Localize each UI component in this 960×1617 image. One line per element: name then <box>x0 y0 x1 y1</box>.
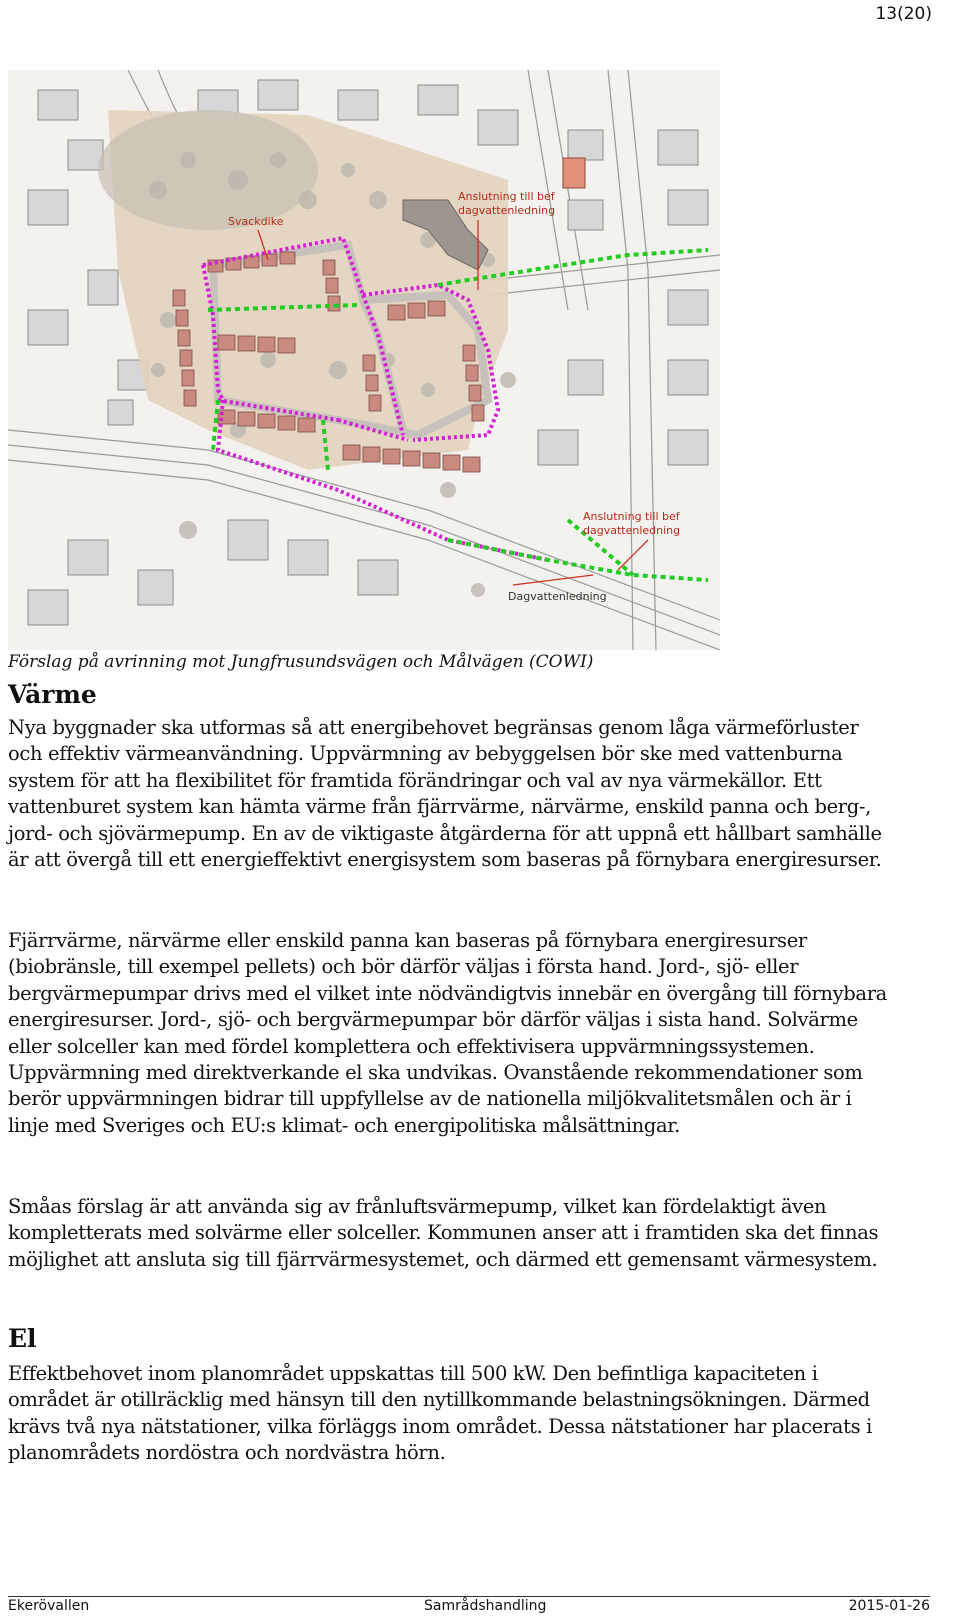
paragraph-varme-3: Småas förslag är att använda sig av frånluftsvärmepump, vilket kan fördelaktigt även kompletterats med solvärme eller solceller. Kommunen anser att i framtiden ska det finnas möjlighet att ansluta sig till fjärrvärmesystemet, och därmed ett gemensamt värmesystem. <box>8 1195 879 1271</box>
site-plan-map <box>8 70 720 650</box>
paragraph-el-1: Effektbehovet inom planområdet uppskattas till 500 kW. Den befintliga kapaciteten i området är otillräcklig med hänsyn till den nytillkommande belastningsökningen. Därmed krävs två nya nätstationer, vilka förläggs inom området. Dessa nätstationer har placerats i planområdets nordöstra och nordvästra hörn. <box>8 1362 872 1465</box>
page-number: 13(20) <box>875 4 932 24</box>
station-building <box>563 158 585 188</box>
heading-varme: Värme <box>8 680 97 709</box>
footer-document-type: Samrådshandling <box>424 1598 547 1614</box>
label-anslutning-top-1: Anslutning till bef <box>458 190 555 203</box>
paragraph-varme-2: Fjärrvärme, närvärme eller enskild panna kan baseras på förnybara energiresurser (biobränsle, till exempel pellets) och bör därför väljas i första hand. Jord-, sjö- eller bergvärmepumpar drivs med el vilket inte nödvändigtvis innebär en övergång till förnybara energiresurser. Jord-, sjö- och bergvärmepumpar bör därför väljas i sista hand. Solvärme eller solceller kan med fördel komplettera och effektivisera uppvärmningssystemen. Uppvärmning med direktverkande el ska undvikas. Ovanstående rekommendationer som berör uppvärmningen bidrar till uppfyllelse av de nationella miljökvalitetsmålen och är i linje med Sveriges och EU:s klimat- och energipolitiska målsättningar. <box>8 929 887 1137</box>
label-anslutning-top-2: dagvattenledning <box>458 204 556 217</box>
footer-date: 2015-01-26 <box>848 1598 930 1614</box>
figure-caption: Förslag på avrinning mot Jungfrusundsvägen och Målvägen (COWI) <box>8 652 594 672</box>
heading-el: El <box>8 1324 37 1353</box>
label-anslutning-bottom-2: dagvattenledning <box>583 524 681 537</box>
paragraph-varme-1: Nya byggnader ska utformas så att energibehovet begränsas genom låga värmeförluster och effektiv värmeanvändning. Uppvärmning av bebyggelsen bör ske med vattenburna system för att ha flexibilitet för framtida förändringar och val av nya värmekällor. Ett vattenburet system kan hämta värme från fjärrvärme, närvärme, enskild panna och berg-, jord- och sjövärmepump. En av de viktigaste åtgärderna för att uppnå ett hållbart samhälle är att övergå till ett energieffektivt energisystem som baseras på förnybara energiresurser. <box>8 716 882 872</box>
footer-project: Ekerövallen <box>8 1598 90 1614</box>
footer-divider <box>8 1596 930 1597</box>
label-anslutning-bottom-1: Anslutning till bef <box>583 510 680 523</box>
label-svackdike: Svackdike <box>228 215 284 228</box>
label-dagvattenledning: Dagvattenledning <box>508 590 607 603</box>
